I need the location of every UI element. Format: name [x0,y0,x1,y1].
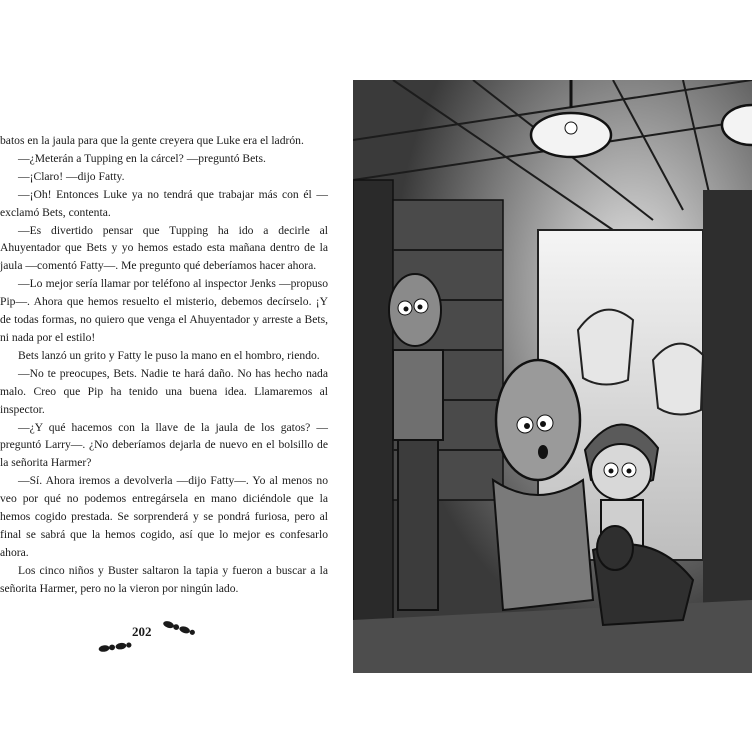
paragraph: —Sí. Ahora iremos a devolverla —dijo Fatty—. Yo al menos no veo por qué no podemos entregársela en mano diciéndole que la hemos cogido prestada. Se sorprenderá y se pondrá furiosa, pero al final se sabrá que la hemos cogido, así que lo mejor es confesarlo ahora. [0,474,328,559]
paragraph: —¡Claro! —dijo Fatty. [18,169,125,183]
boy-character [389,274,443,610]
page-number: 202 [132,624,152,639]
page-footer [92,616,222,660]
paragraph: batos en la jaula para que la gente creyera que Luke era el ladrón. [0,134,304,147]
paragraph: —No te preocupes, Bets. Nadie te hará daño. No has hecho nada malo. Creo que Pip ha tenido una buena idea. Llamaremos al inspector. [0,366,328,416]
paragraph: Bets lanzó un grito y Fatty le puso la mano en el hombro, riendo. [18,348,320,362]
shed-illustration [353,80,752,673]
footprints-icon [98,640,132,659]
text-page [0,0,352,752]
footprints-icon [162,620,196,641]
paragraph: —Es divertido pensar que Tupping ha ido a decirle al Ahuyentador que Bets y yo hemos estado esta mañana dentro de la jaula —comentó Fatty—. Me pregunto qué deberíamos hacer ahora. [0,223,328,273]
paragraph: —¿Y qué hacemos con la llave de la jaula de los gatos? —preguntó Larry—. ¿No deberíamos dejarla de nuevo en el bolsillo de la señorita Harmer? [0,420,328,470]
illustration-panel [353,80,752,673]
paragraph: —¿Meterán a Tupping en la cárcel? —preguntó Bets. [18,151,266,165]
paragraph: —Lo mejor sería llamar por teléfono al inspector Jenks —propuso Pip—. Ahora que hemos resuelto el misterio, debemos decírselo. ¡Y de todas formas, no quiero que venga el Ahuyentador y arreste a Bets, ni nada por el estilo! [0,277,328,344]
paragraph: Los cinco niños y Buster saltaron la tapia y fueron a buscar a la señorita Harmer, pero no la vieron por ningún lado. [0,563,328,595]
text-block [0,132,328,598]
paragraph: —¡Oh! Entonces Luke ya no tendrá que trabajar más con él —exclamó Bets, contenta. [0,187,328,219]
